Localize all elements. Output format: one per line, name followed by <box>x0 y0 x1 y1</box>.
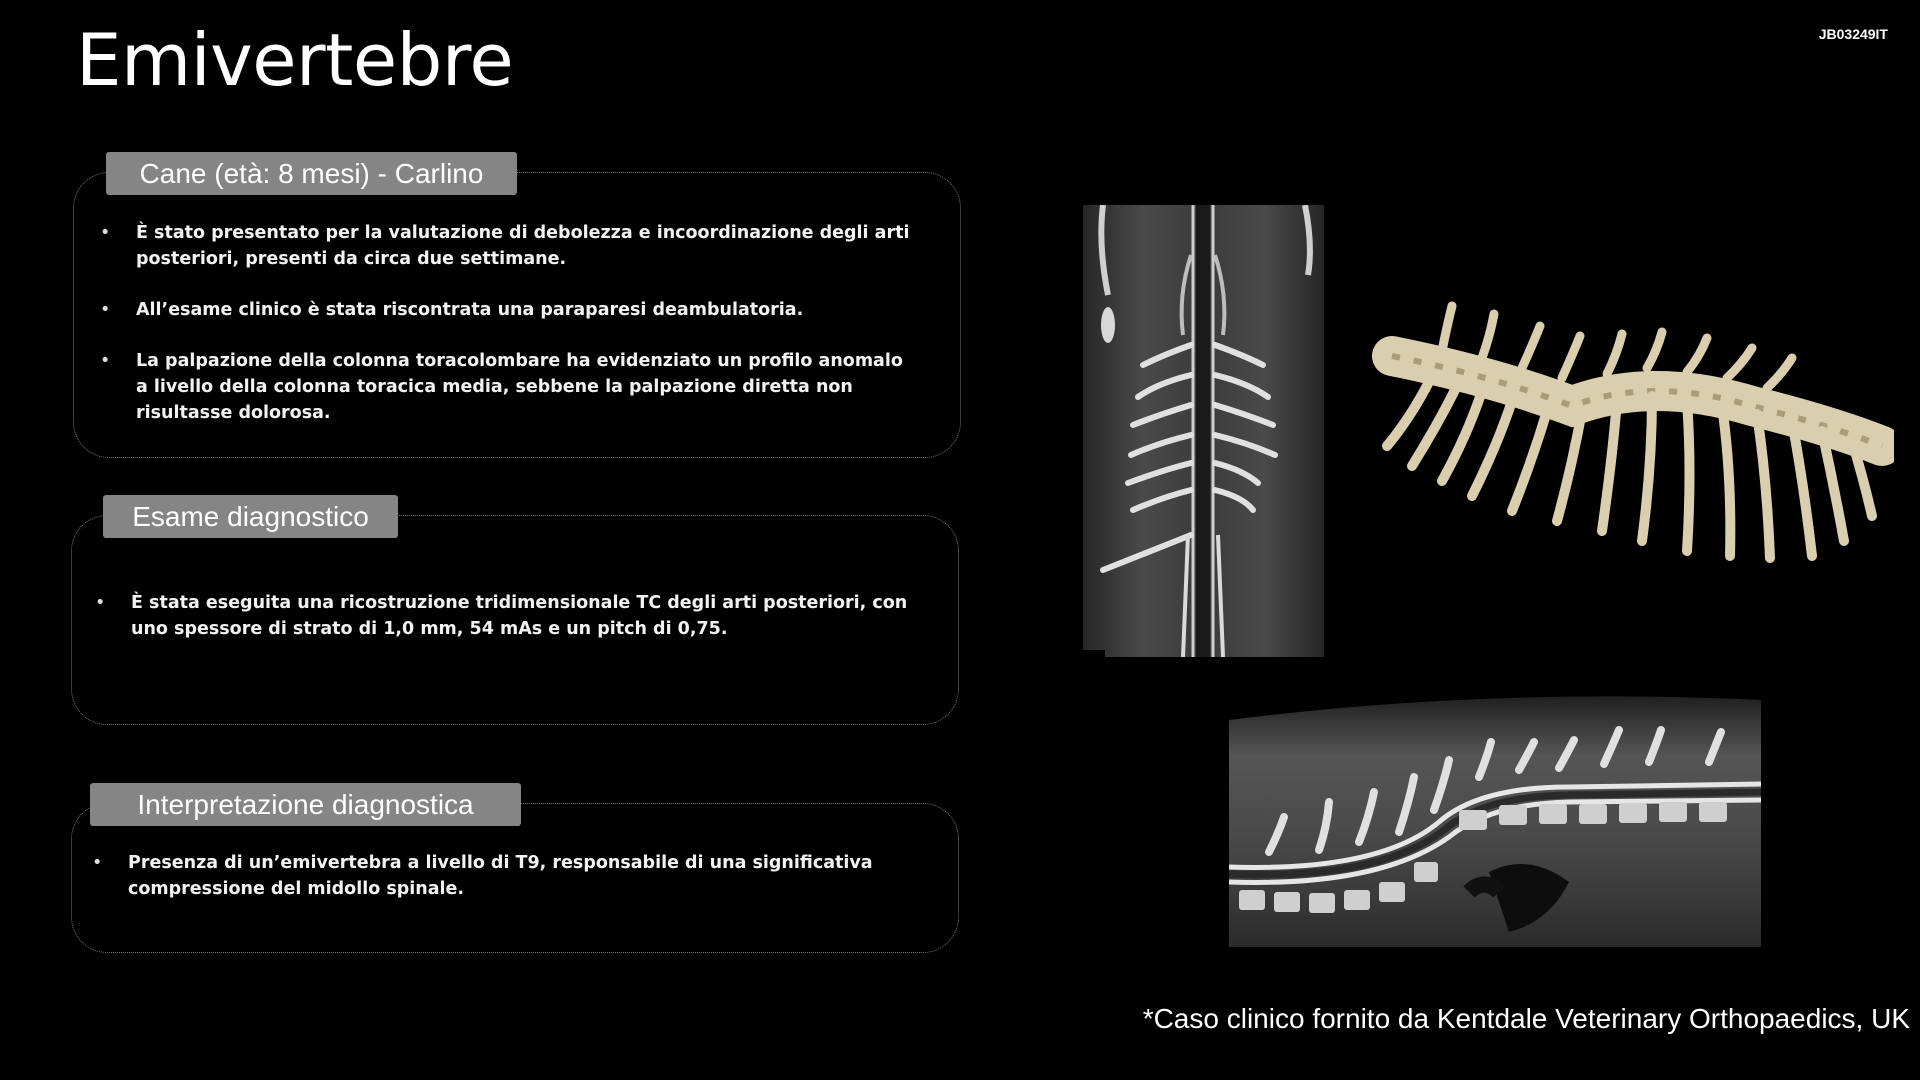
interpretation-list <box>92 850 892 927</box>
ct-sagittal-drawing <box>1229 692 1761 947</box>
ct-3d-reconstruction-image <box>1372 296 1894 576</box>
ct-sagittal-image <box>1229 692 1761 947</box>
signalment-bullet-3: • La palpazione della colonna toracolombare ha evidenziato un profilo anomalo a livello della colonna toracica media, sebbene la palpazione diretta non risultasse dolorosa. <box>100 348 920 426</box>
ct-3d-drawing <box>1372 296 1894 576</box>
slide-title: Emivertebre <box>76 18 514 102</box>
document-code: JB03249IT <box>1818 26 1888 42</box>
ct-dorsal-image <box>1083 205 1324 657</box>
case-credit: *Caso clinico fornito da Kentdale Veterinary Orthopaedics, UK <box>1142 1003 1910 1034</box>
diagnostic-list <box>95 590 925 667</box>
signalment-list <box>100 220 920 451</box>
diagnostic-heading: Esame diagnostico <box>103 495 398 538</box>
diagnostic-bullet-1: • È stata eseguita una ricostruzione tridimensionale TC degli arti posteriori, con uno spessore di strato di 1,0 mm, 54 mAs e un pitch di 0,75. <box>95 590 925 642</box>
signalment-heading: Cane (età: 8 mesi) - Carlino <box>106 152 517 195</box>
interpretation-bullet-1: • Presenza di un’emivertebra a livello di T9, responsabile di una significativa compressione del midollo spinale. <box>92 850 892 902</box>
signalment-bullet-2: • All’esame clinico è stata riscontrata una paraparesi deambulatoria. <box>100 297 920 323</box>
interpretation-heading: Interpretazione diagnostica <box>90 783 521 826</box>
signalment-bullet-1: • È stato presentato per la valutazione di debolezza e incoordinazione degli arti posteriori, presenti da circa due settimane. <box>100 220 920 272</box>
ct-dorsal-drawing <box>1083 205 1324 657</box>
